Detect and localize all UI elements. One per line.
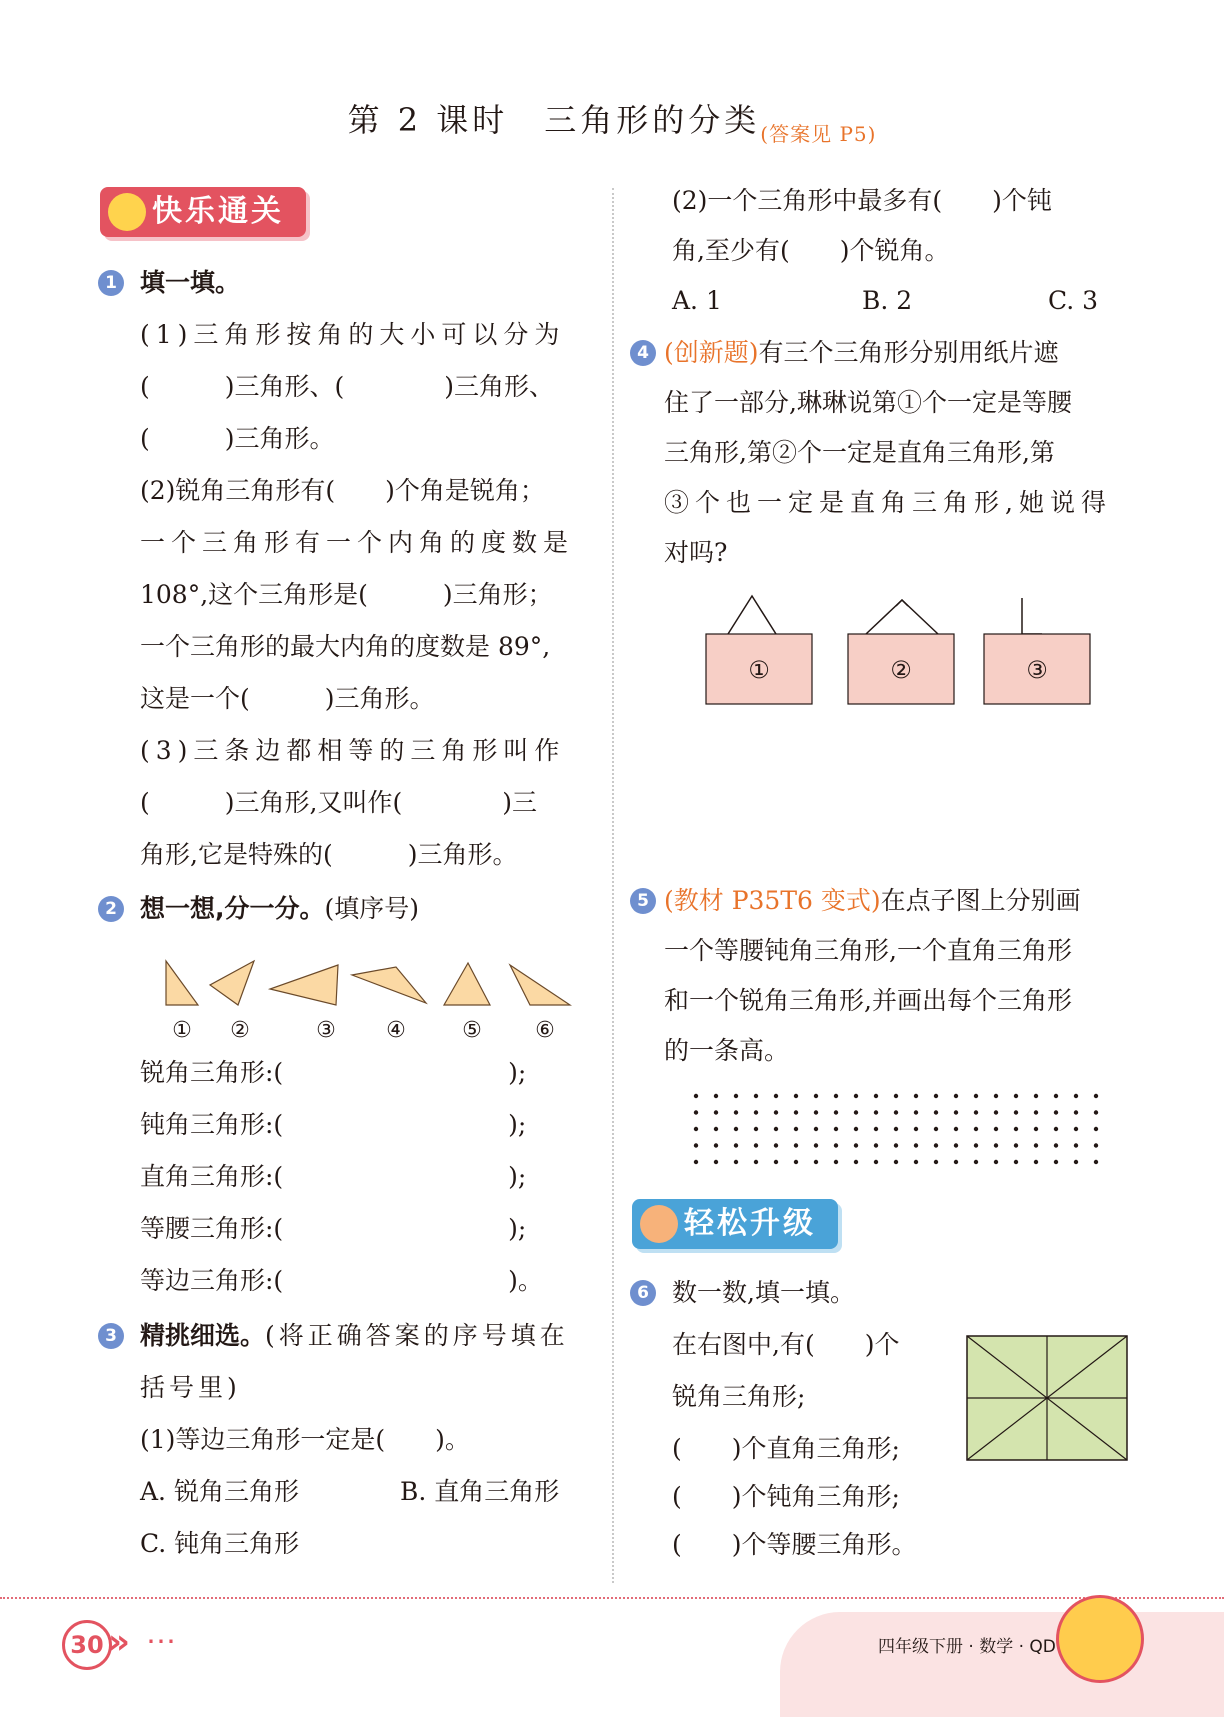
grid-dot xyxy=(914,1160,918,1164)
question-number-1: 1 xyxy=(98,270,124,296)
question-number-6: 6 xyxy=(630,1280,656,1306)
grid-dot xyxy=(1054,1110,1058,1114)
grid-dot xyxy=(794,1143,798,1147)
grid-dot xyxy=(694,1127,698,1131)
thumbs-up-icon xyxy=(640,1205,678,1243)
grid-dot xyxy=(1074,1160,1078,1164)
banner-kuaile xyxy=(100,187,306,237)
grid-dot xyxy=(694,1094,698,1098)
grid-dot xyxy=(1014,1143,1018,1147)
q1-line: 一个三角形有一个内角的度数是 xyxy=(140,528,575,557)
grid-dot xyxy=(1034,1127,1038,1131)
grid-dot xyxy=(894,1110,898,1114)
column-divider xyxy=(612,188,614,1583)
triangle-1 xyxy=(166,961,198,1005)
grid-dot xyxy=(894,1094,898,1098)
grid-dot xyxy=(1094,1110,1098,1114)
q3-option-a: A. 锐角三角形 xyxy=(140,1477,299,1506)
triangle-label: ③ xyxy=(316,1018,336,1043)
grid-dot xyxy=(714,1110,718,1114)
grid-dot xyxy=(754,1127,758,1131)
q4-line: ③个也一定是直角三角形,她说得 xyxy=(664,488,1112,517)
grid-dot xyxy=(814,1110,818,1114)
q6-line: 在右图中,有( )个 xyxy=(672,1330,900,1359)
rectangle-grid-figure xyxy=(966,1335,1128,1461)
grid-dot xyxy=(1034,1143,1038,1147)
triangles-figure xyxy=(150,955,590,1045)
grid-dot xyxy=(934,1110,938,1114)
grid-dot xyxy=(994,1160,998,1164)
q2-answer-line: 锐角三角形:( ); xyxy=(140,1058,527,1087)
grid-dot xyxy=(1034,1110,1038,1114)
grid-dot xyxy=(834,1094,838,1098)
q4-line: 有三个三角形分别用纸片遮 xyxy=(758,338,1059,367)
question-number-3: 3 xyxy=(98,1323,124,1349)
q3-sub: (将正确答案的序号填在 xyxy=(265,1321,569,1350)
q3-heading: 精挑细选。 xyxy=(140,1321,266,1350)
grid-dot xyxy=(714,1143,718,1147)
q6-line: ( )个等腰三角形。 xyxy=(672,1530,917,1559)
grid-dot xyxy=(1054,1160,1058,1164)
triangle-label: ⑤ xyxy=(462,1018,482,1043)
q1-line: 角形,它是特殊的( )三角形。 xyxy=(140,840,518,869)
grid-dot xyxy=(974,1160,978,1164)
grid-dot xyxy=(774,1127,778,1131)
grid-dot xyxy=(854,1160,858,1164)
grid-dot xyxy=(794,1160,798,1164)
card-label: ② xyxy=(890,656,912,684)
q2-answer-line: 等边三角形:( )。 xyxy=(140,1266,543,1295)
answer-note: (答案见 P5) xyxy=(760,122,877,146)
grid-dot xyxy=(914,1094,918,1098)
question-number-4: 4 xyxy=(630,340,656,366)
grid-dot xyxy=(734,1110,738,1114)
q6-line: ( )个直角三角形; xyxy=(672,1434,900,1463)
grid-dot xyxy=(1094,1094,1098,1098)
grid-dot xyxy=(834,1127,838,1131)
grid-dot xyxy=(754,1160,758,1164)
q4-tag: (创新题) xyxy=(664,338,759,367)
q5-line: 在点子图上分别画 xyxy=(880,886,1081,915)
grid-dot xyxy=(954,1110,958,1114)
tiger-mascot-icon xyxy=(1056,1595,1144,1683)
grid-dot xyxy=(954,1143,958,1147)
q3-part1: (1)等边三角形一定是( )。 xyxy=(140,1425,470,1454)
question-number-2: 2 xyxy=(98,896,124,922)
grid-dot xyxy=(694,1160,698,1164)
banner-qingsong xyxy=(632,1199,838,1249)
grid-dot xyxy=(734,1127,738,1131)
grid-dot xyxy=(954,1127,958,1131)
q3-part2-option-c: C. 3 xyxy=(1048,286,1099,315)
grid-dot xyxy=(774,1110,778,1114)
grid-dot xyxy=(694,1110,698,1114)
grid-dot xyxy=(1094,1143,1098,1147)
q1-line: (3)三条边都相等的三角形叫作 xyxy=(140,736,566,765)
grid-dot xyxy=(714,1160,718,1164)
grid-dot xyxy=(734,1160,738,1164)
q5-line: 一个等腰钝角三角形,一个直角三角形 xyxy=(664,936,1072,965)
grid-dot xyxy=(1014,1094,1018,1098)
q4-line: 住了一部分,琳琳说第①个一定是等腰 xyxy=(664,388,1072,417)
q3-part2-line2: 角,至少有( )个锐角。 xyxy=(672,236,950,265)
grid-dot xyxy=(794,1110,798,1114)
grid-dot xyxy=(894,1143,898,1147)
ellipsis-icon: ⋯ xyxy=(146,1624,176,1659)
triangle-label: ① xyxy=(172,1018,192,1043)
triangle-4 xyxy=(352,967,426,1003)
q6-line: 锐角三角形; xyxy=(672,1382,806,1411)
grid-dot xyxy=(914,1127,918,1131)
grid-dot xyxy=(854,1143,858,1147)
grid-dot xyxy=(1014,1110,1018,1114)
grid-dot xyxy=(1014,1160,1018,1164)
grid-dot xyxy=(814,1143,818,1147)
grid-dot xyxy=(694,1143,698,1147)
grid-dot xyxy=(974,1143,978,1147)
grid-dot xyxy=(1054,1143,1058,1147)
grid-dot xyxy=(934,1160,938,1164)
grid-dot xyxy=(834,1143,838,1147)
grid-dot xyxy=(894,1127,898,1131)
grid-dot xyxy=(754,1110,758,1114)
q3-part2-option-a: A. 1 xyxy=(672,286,722,315)
q6-line: ( )个钝角三角形; xyxy=(672,1482,900,1511)
grid-dot xyxy=(974,1110,978,1114)
q1-line: 这是一个( )三角形。 xyxy=(140,684,435,713)
grid-dot xyxy=(974,1127,978,1131)
grid-dot xyxy=(714,1127,718,1131)
triangle-3 xyxy=(270,965,338,1005)
q2-answer-line: 直角三角形:( ); xyxy=(140,1162,527,1191)
grid-dot xyxy=(994,1094,998,1098)
chevron-right-icon: » xyxy=(108,1622,130,1662)
grid-dot xyxy=(814,1127,818,1131)
q3-sub2: 括号里) xyxy=(140,1373,241,1402)
q2-heading: 想一想,分一分。 xyxy=(140,894,325,923)
q2-answer-line: 等腰三角形:( ); xyxy=(140,1214,527,1243)
q3-part2-option-b: B. 2 xyxy=(862,286,913,315)
covered-triangles-figure xyxy=(700,590,1100,710)
triangle-label: ⑥ xyxy=(535,1018,555,1043)
grid-dot xyxy=(994,1127,998,1131)
grid-dot xyxy=(1014,1127,1018,1131)
grid-dot xyxy=(854,1094,858,1098)
triangle-2 xyxy=(210,961,254,1005)
grid-dot xyxy=(774,1094,778,1098)
triangle-label: ④ xyxy=(386,1018,406,1043)
book-info: 四年级下册 · 数学 · QD xyxy=(878,1637,1056,1657)
q1-line: ( )三角形,又叫作( )三 xyxy=(140,788,537,817)
grid-dot xyxy=(794,1127,798,1131)
page-number: 30 xyxy=(62,1620,112,1670)
lesson-title: 第 2 课时 三角形的分类 xyxy=(347,101,761,139)
triangle-label: ② xyxy=(230,1018,250,1043)
q6-heading: 数一数,填一填。 xyxy=(672,1278,855,1307)
grid-dot xyxy=(1074,1110,1078,1114)
q3-option-b: B. 直角三角形 xyxy=(400,1477,560,1506)
banner-kuaile-label: 快乐通关 xyxy=(152,194,284,229)
grid-dot xyxy=(714,1094,718,1098)
grid-dot xyxy=(1074,1094,1078,1098)
grid-dot xyxy=(1094,1127,1098,1131)
q1-heading: 填一填。 xyxy=(140,268,241,297)
grid-dot xyxy=(754,1094,758,1098)
grid-dot xyxy=(794,1094,798,1098)
grid-dot xyxy=(974,1094,978,1098)
card-label: ① xyxy=(748,656,770,684)
grid-dot xyxy=(994,1110,998,1114)
q1-line: (1)三角形按角的大小可以分为 xyxy=(140,320,566,349)
grid-dot xyxy=(1094,1160,1098,1164)
page-title xyxy=(0,95,1224,147)
grid-dot xyxy=(774,1160,778,1164)
grid-dot xyxy=(874,1110,878,1114)
lightning-bulb-icon xyxy=(108,193,146,231)
q5-line: 的一条高。 xyxy=(664,1036,790,1065)
grid-dot xyxy=(914,1143,918,1147)
grid-dot xyxy=(994,1143,998,1147)
q4-line: 对吗? xyxy=(664,538,728,567)
q1-line: 108°,这个三角形是( )三角形； xyxy=(140,580,553,609)
grid-dot xyxy=(934,1143,938,1147)
q4-line: 三角形,第②个一定是直角三角形,第 xyxy=(664,438,1055,467)
grid-dot xyxy=(774,1143,778,1147)
grid-dot xyxy=(934,1094,938,1098)
grid-dot xyxy=(834,1160,838,1164)
grid-dot xyxy=(1034,1094,1038,1098)
grid-dot xyxy=(874,1127,878,1131)
grid-dot xyxy=(914,1110,918,1114)
grid-dot xyxy=(874,1160,878,1164)
grid-dot xyxy=(934,1127,938,1131)
footer-band xyxy=(780,1612,1224,1717)
triangle-5 xyxy=(444,963,490,1005)
q1-line: (2)锐角三角形有( )个角是锐角； xyxy=(140,476,545,505)
grid-dot xyxy=(1034,1160,1038,1164)
grid-dot xyxy=(734,1143,738,1147)
grid-dot xyxy=(1074,1143,1078,1147)
q5-tag: (教材 P35T6 变式) xyxy=(664,886,881,915)
grid-dot xyxy=(814,1094,818,1098)
q1-line: ( )三角形。 xyxy=(140,424,335,453)
grid-dot xyxy=(1054,1127,1058,1131)
grid-dot xyxy=(954,1094,958,1098)
grid-dot xyxy=(874,1094,878,1098)
q3-part2-line1: (2)一个三角形中最多有( )个钝 xyxy=(672,186,1052,215)
grid-dot xyxy=(754,1143,758,1147)
grid-dot xyxy=(854,1110,858,1114)
grid-dot xyxy=(894,1160,898,1164)
grid-dot xyxy=(834,1110,838,1114)
q5-line: 和一个锐角三角形,并画出每个三角形 xyxy=(664,986,1072,1015)
q2-sub: (填序号) xyxy=(324,894,420,923)
dot-grid xyxy=(690,1090,1110,1170)
q1-line: ( )三角形、( )三角形、 xyxy=(140,372,555,401)
grid-dot xyxy=(874,1143,878,1147)
banner-qingsong-label: 轻松升级 xyxy=(684,1206,816,1241)
q1-line: 一个三角形的最大内角的度数是 89°, xyxy=(140,632,551,661)
card-label: ③ xyxy=(1026,656,1048,684)
grid-dot xyxy=(814,1160,818,1164)
grid-dot xyxy=(1074,1127,1078,1131)
grid-dot xyxy=(1054,1094,1058,1098)
q2-answer-line: 钝角三角形:( ); xyxy=(140,1110,527,1139)
grid-dot xyxy=(734,1094,738,1098)
triangle-6 xyxy=(510,965,570,1005)
grid-dot xyxy=(954,1160,958,1164)
q3-option-c: C. 钝角三角形 xyxy=(140,1529,300,1558)
question-number-5: 5 xyxy=(630,888,656,914)
grid-dot xyxy=(854,1127,858,1131)
footer-divider xyxy=(0,1597,1224,1599)
